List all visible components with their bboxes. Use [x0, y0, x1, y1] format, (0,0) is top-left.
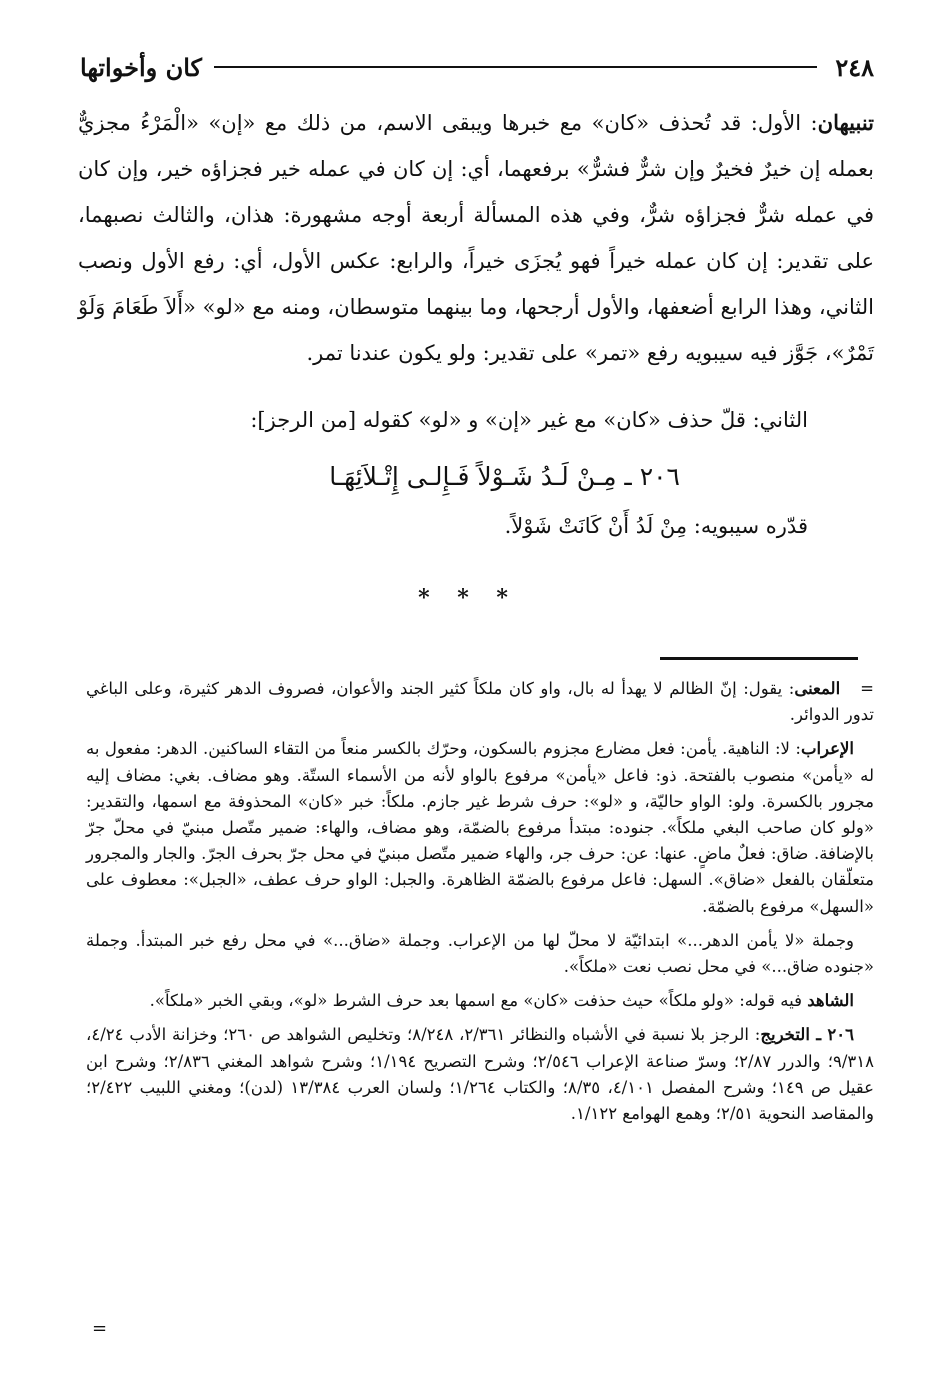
- footnote-meaning: [86, 676, 874, 728]
- footnote-sentences: وجملة «لا يأمن الدهر...» ابتدائيّة لا محلّ لها من الإعراب. وجملة «ضاق...» في محل رفع خبر المبتدأ. وجملة «جنوده ضاق...» في محل نصب نعت «ملكاً».: [86, 930, 874, 977]
- irab-text: : لا: الناهية. يأمن: فعل مضارع مجزوم بالسكون، وحرّك بالكسر منعاً من التقاء الساكنين. الدهر: مفعول به له «يأمن» منصوب بالفتحة. ذو: فاعل «يأمن» مرفوع بالواو لأنه من الأسماء الستّة. وهو مضاف. بغي: مضاف إليه مجرور بالكسرة. ولو: الواو حاليّة، و «لو»: حرف شرط غير جازم. ملكاً: خبر «كان» المحذوفة مع اسمها، والتقدير: «ولو كان صاحب البغي ملكاً». جنوده: مبتدأ مرفوع بالضمّة، وهو مضاف، والهاء: ضمير متّصل مبنيّ في محلّ جرّ بالإضافة. ضاق: فعلٌ ماضٍ. عنها: عن: حرف جر، والهاء ضمير متّصل مبنيّ في محل جرّ بحرف الجرّ. والجار والمجرور متعلّقان بالفعل «ضاق». السهل: فاعل مرفوع بالضمّة الظاهرة. والجبل: الواو حرف عطف، «الجبل»: معطوف على «السهل» مرفوع بالضمّة.: [86, 739, 874, 916]
- footnote-takhrij: [86, 1022, 874, 1127]
- page-header: [80, 50, 874, 84]
- tanbihan-text: : الأول: قد تُحذف «كان» مع خبرها ويبقى الاسم، من ذلك مع «إن» «الْمَرْءُ مجزيٌّ بعمله إن خيرٌ فخيرٌ وإن شرٌّ فشرٌّ» برفعهما، أي: إن كان في عمله خير فجزاؤه خير، وإن كان في عمله شرٌّ فجزاؤه شرٌّ، وفي هذه المسألة أربعة أوجه مشهورة: هذان، والثالث نصبهما، على تقدير: إن كان عمله خيراً فهو يُجزَى خيراً، والرابع: عكس الأول، أي: رفع الأول ونصب الثاني، وهذا الرابع أضعفها، والأول أرجحها، وما بينهما متوسطان، ومنه مع «لو» «أَلاَ طَعَامَ وَلَوْ تَمْرٌ»، جَوَّز فيه سيبويه رفع «تمر» على تقدير: ولو يكون عندنا تمر.: [78, 111, 874, 365]
- paragraph-tanbihan: [78, 100, 874, 376]
- footnote-rule: [660, 657, 858, 660]
- meaning-text: : يقول: إنّ الظالم لا يهدأ له بال، واو كان ملكاً كثير الجند والأعوان، فصروف الدهر كثيرة، وعلى الباغي تدور الدوائر.: [86, 679, 874, 725]
- footnote-irab: [86, 736, 874, 919]
- second-note: الثاني: قلّ حذف «كان» مع غير «إن» و «لو» كقوله [من الرجز]:: [250, 408, 808, 432]
- footnotes: [86, 676, 874, 1135]
- page-number: ٢٤٨: [835, 52, 874, 82]
- irab-label: الإعراب: [800, 739, 854, 759]
- shahid-label: الشاهد: [807, 991, 854, 1011]
- tanbihan-label: تنبيهان: [817, 110, 874, 135]
- shahid-text: فيه قوله: «ولو ملكاً» حيث حذفت «كان» مع اسمها بعد حرف الشرط «لو»، وبقي الخبر «ملكاً».: [149, 991, 808, 1011]
- verse-206: ٢٠٦ ـ مِـنْ لَـدُ شَـوْلاً فَـإِلـى إِتْـلاَئِهَـا: [329, 462, 680, 491]
- takhrij-label: ٢٠٦ ـ التخريج: [760, 1025, 855, 1045]
- header-rule: [214, 66, 817, 68]
- continuation-mark-bottom: =: [92, 1318, 108, 1339]
- takhrij-text: : الرجز بلا نسبة في الأشباه والنظائر ٢/٣٦١، ٨/٢٤٨؛ وتخليص الشواهد ص ٢٦٠؛ وخزانة الأدب ٤/٢٤، ٩/٣١٨؛ والدرر ٢/٨٧؛ وسرّ صناعة الإعراب ٢/٥٤٦؛ وشرح التصريح ١/١٩٤؛ وشرح شواهد المغني ٢/٨٣٦؛ وشرح ابن عقيل ص ١٤٩؛ وشرح المفصل ٤/١٠١، ٨/٣٥؛ والكتاب ١/٢٦٤؛ ولسان العرب ١٣/٣٨٤ (لدن)؛ ومغني اللبيب ٢/٤٢٢؛ والمقاصد النحوية ٢/٥١؛ وهمع الهوامع ١/١٢٢.: [86, 1025, 874, 1124]
- continuation-mark: =: [860, 679, 874, 698]
- footnote-shahid: [86, 988, 874, 1014]
- sibawayh-taqdir: قدّره سيبويه: مِنْ لَدُ أَنْ كَانَتْ شَوْلاً.: [504, 514, 808, 538]
- meaning-label: المعنى: [794, 679, 841, 698]
- section-separator: * * *: [418, 585, 518, 611]
- main-text: [78, 100, 874, 376]
- running-title: كان وأخواتها: [80, 52, 202, 82]
